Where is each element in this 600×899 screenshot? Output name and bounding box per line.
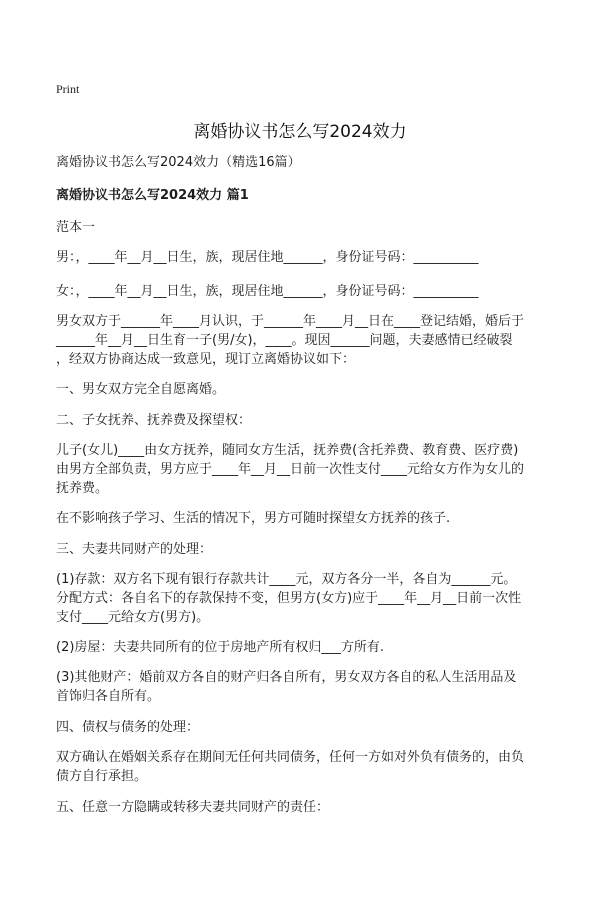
document-subtitle: 离婚协议书怎么写2024效力（精选16篇）: [56, 155, 301, 170]
other-line-2: 首饰归各自所有。: [56, 689, 161, 704]
debt-line-1: 双方确认在婚姻关系存在期间无任何共同债务，任何一方如对外负有债务的，由负: [56, 750, 525, 765]
intro-line-1: 男女双方于______年____月认识，于______年____月__日在____登记结婚，婚后于: [56, 314, 525, 329]
other-line-1: (3)其他财产：婚前双方各自的财产归各自所有，男女双方各自的私人生活用品及: [56, 670, 517, 685]
clause-2: 二、子女抚养、抚养费及探望权：: [56, 413, 252, 428]
debt-line-2: 债方自行承担。: [56, 769, 148, 784]
child-line-3: 抚养费。: [56, 481, 109, 496]
intro-line-3: ，经双方协商达成一致意见，现订立离婚协议如下：: [56, 352, 356, 367]
clause-1: 一、男女双方完全自愿离婚。: [56, 382, 226, 397]
sample-label: 范本一: [56, 220, 96, 235]
husband-line: 男：，____年__月__日生，族，现居住地______，身份证号码：__________: [56, 250, 479, 265]
clause-3: 三、夫妻共同财产的处理：: [56, 542, 213, 557]
house-line: (2)房屋：夫妻共同所有的位于房地产所有权归___方所有.: [56, 640, 385, 655]
child-line-1: 儿子(女儿)____由女方抚养，随同女方生活，抚养费(含托养费、教育费、医疗费): [56, 443, 519, 458]
intro-line-2: ______年__月__日生育一子(男/女)，____。现因______问题，夫妻感情已经破裂: [56, 333, 513, 348]
visit-line: 在不影响孩子学习、生活的情况下，男方可随时探望女方抚养的孩子.: [56, 511, 451, 526]
section-heading: 离婚协议书怎么写2024效力 篇1: [56, 188, 249, 203]
document-title: 离婚协议书怎么写2024效力: [193, 122, 407, 142]
print-label[interactable]: Print: [56, 82, 80, 96]
wife-line: 女：，____年__月__日生，族，现居住地______，身份证号码：__________: [56, 284, 479, 299]
deposit-line-1: (1)存款：双方名下现有银行存款共计____元，双方各分一半，各自为______元。: [56, 572, 517, 587]
deposit-line-2: 分配方式：各自名下的存款保持不变，但男方(女方)应于____年__月__日前一次性: [56, 591, 522, 606]
clause-4: 四、债权与债务的处理：: [56, 720, 200, 735]
clause-5: 五、任意一方隐瞒或转移夫妻共同财产的责任：: [56, 800, 330, 815]
deposit-line-3: 支付____元给女方(男方)。: [56, 610, 210, 625]
child-line-2: 由男方全部负责，男方应于____年__月__日前一次性支付____元给女方作为女儿的: [56, 462, 525, 477]
